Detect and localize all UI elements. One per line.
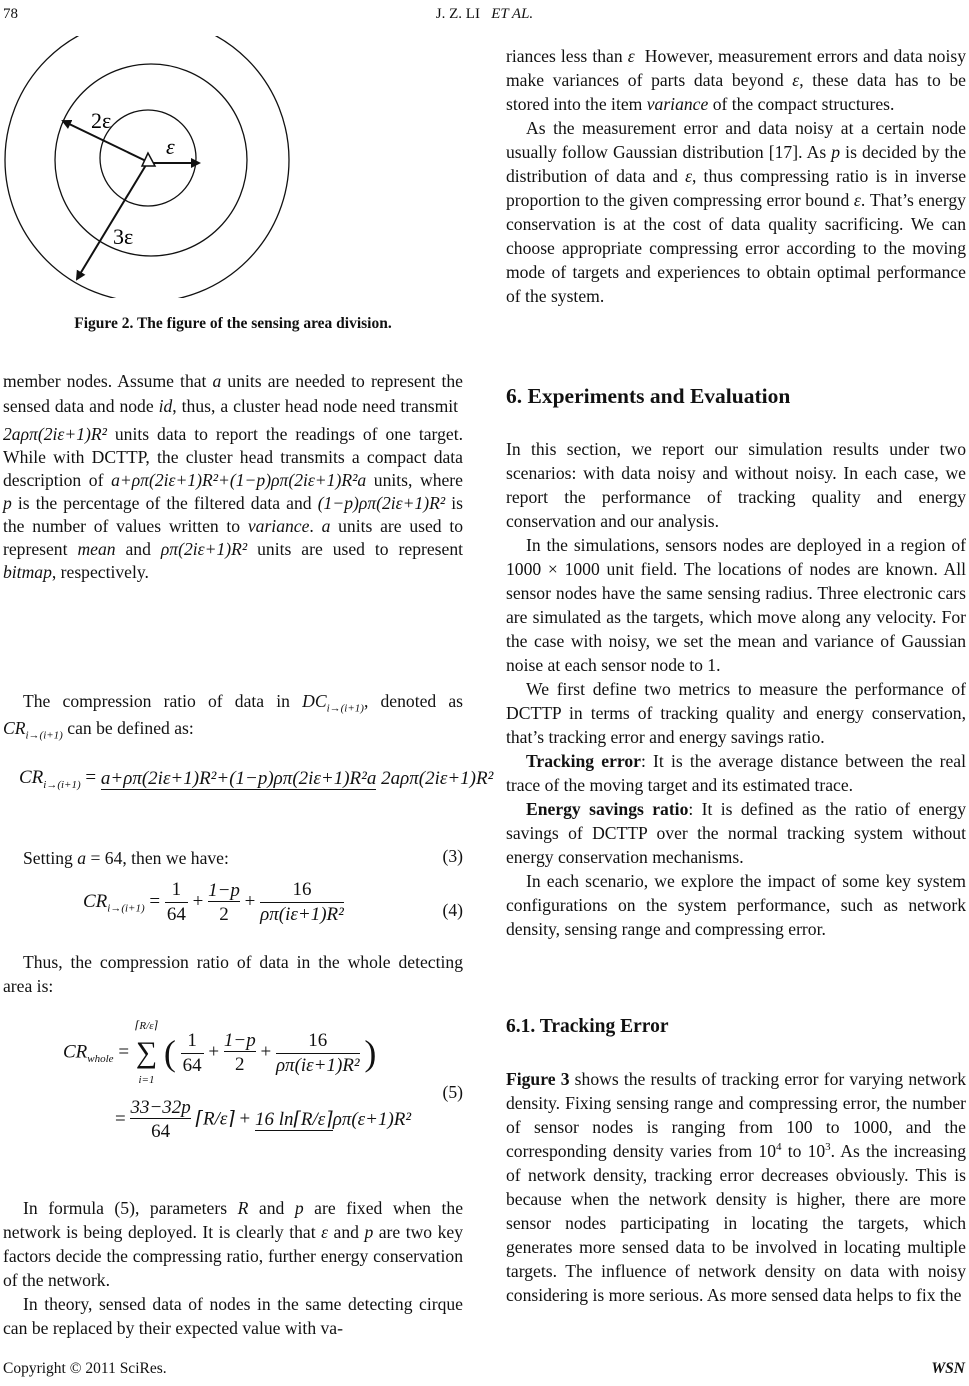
text: can be defined as: (62, 718, 194, 738)
inline-math: 2aρπ(2iε+1)R² (3, 424, 107, 444)
text: In each scenario, we explore the impact of some key system configurations on the system performance, such as network density, sensing range and compressing error. (506, 871, 966, 939)
text: is the percentage of the filtered data and (11, 493, 318, 513)
term-tracking-error: Tracking error (526, 751, 641, 771)
text: , denoted as (363, 691, 463, 711)
eq-lhs: CR (19, 767, 44, 788)
text: : It is defined as the ratio of energy savings of DCTTP over the normal tracking system without energy conservation mechanisms. (506, 799, 966, 867)
var-a: a (212, 371, 222, 391)
frac-num: 1 (181, 1029, 204, 1054)
text: , thus compressing ratio is in inverse proportion to the given compressing error bound (506, 166, 967, 210)
paragraph-right-3 (506, 437, 966, 941)
frac-num: 16 (276, 1029, 360, 1054)
text: We first define two metrics to measure the performance of DCTTP in terms of tracking quality and energy conservation, that’s tracking error and energy savings ratio. (506, 679, 966, 747)
eq-lhs-subscript: whole (87, 1053, 114, 1066)
equation-3: $CR_{i\to(i+1)} = a+\rho\pi(2i\varepsilon+1)R^2+(1-p)\rho\pi(2i\varepsilon+1)R^2a$ 2aρπ(2iε+1)R² (3) (19, 767, 494, 866)
frac-den: 2 (219, 903, 229, 925)
frac-den: ρπ(iε+1)R² (260, 904, 344, 925)
var-p: p (364, 1222, 374, 1242)
eq-denominator: 2aρπ(2iε+1)R² (381, 767, 494, 789)
term-energy-savings-ratio: Energy savings ratio (526, 799, 689, 819)
math-subscript: i→(i+1) (25, 729, 63, 742)
equation-number: (5) (442, 1082, 463, 1102)
frac-den: 2 (235, 1054, 245, 1075)
var-a: a (321, 516, 331, 536)
var-R: R (237, 1198, 249, 1218)
frac-num: 1−p (208, 879, 240, 901)
sum-lower: i=1 (138, 1074, 155, 1086)
var-epsilon: ε (627, 46, 635, 66)
text: riances less than (506, 46, 628, 66)
frac-num: 33−32p (130, 1097, 191, 1118)
label-2epsilon: 2ε (91, 108, 112, 133)
text: is the number of values written to (3, 493, 463, 536)
paragraph-left-5 (3, 1196, 463, 1340)
equation-5 (3, 1004, 463, 1184)
term-bitmap: bitmap (3, 562, 52, 582)
text: are two key factors decide the compressing ratio, further energy conservation of the network. (3, 1222, 464, 1290)
var-epsilon: ε (853, 190, 861, 210)
text: units data to report the readings of one target. While with DCTTP, the cluster head transmits a compact data description of (3, 424, 463, 490)
var-epsilon: ε (792, 70, 800, 90)
text: units are used to represent (3, 516, 464, 559)
text: , respectively. (51, 562, 149, 582)
paragraph-right-9 (506, 1067, 966, 1307)
text: member nodes. Assume that (3, 371, 213, 391)
running-head (0, 2, 969, 26)
paragraph-left-3 (3, 846, 463, 870)
sensing-area-diagram (3, 36, 293, 298)
frac-den: ρπ(ε+1)R² (332, 1109, 412, 1130)
paragraph-right-1 (506, 44, 966, 308)
var-epsilon: ε (685, 166, 693, 186)
eq-lhs-subscript: i→(i+1) (107, 902, 145, 915)
equation-4: $CR_{i\to(i+1)}$ = $\frac{1}{64}$ + $\frac{1-p}{2}$ + $\frac{16}{\text{ρπ(iε+1)R²}}$ (4) (83, 879, 463, 925)
inline-math: a+ρπ(2iε+1)R²+(1−p)ρπ(2iε+1)R²a (111, 470, 367, 490)
var-id: id (158, 396, 173, 417)
text: shows the results of tracking error for varying network density. Fixing sensing range and compressing error, the number of sensor nodes is ranging from 100 to 1000, and the corresponding density varies from 10 (506, 1069, 966, 1161)
text: = 64, then we have: (86, 848, 229, 868)
var-a: a (77, 848, 87, 868)
running-head-authors: J. Z. LI (435, 6, 480, 22)
figure-caption: Figure 2. The figure of the sensing area division. (74, 315, 392, 332)
frac-den: 64 (166, 904, 186, 925)
section-heading-6-1: 6.1. Tracking Error (506, 1016, 669, 1037)
eq-numerator: a+ρπ(2iε+1)R²+(1−p)ρπ(2iε+1)R²a (100, 767, 377, 789)
text: As the measurement error and data noisy at a certain node usually follow Gaussian distribution [17]. As (506, 118, 966, 162)
superscript: 4 (776, 1141, 782, 1154)
ceil-term: ⌈R/ε⌉ (195, 1108, 235, 1130)
text: Thus, the compression ratio of data in the whole detecting area is: (3, 952, 463, 996)
frac-den: ρπ(iε+1)R² (275, 1054, 360, 1076)
three-epsilon-arrow (77, 165, 146, 279)
equation-number: (4) (442, 900, 463, 920)
text: of the compact structures. (708, 94, 895, 114)
inline-math: (1−p)ρπ(2iε+1)R² (317, 493, 446, 513)
text: is decided by the distribution of data and (506, 142, 967, 186)
text: However, measurement errors and data noisy make variances of parts data beyond (506, 46, 966, 90)
text: : It is the average distance between the real trace of the moving target and its estimated trace. (506, 751, 966, 795)
text: . (309, 516, 322, 536)
sum-upper: ⌈R/ε⌉ (135, 1020, 158, 1032)
label-epsilon: ε (166, 134, 175, 159)
text: In theory, sensed data of nodes in the same detecting cirque can be replaced by their expected value with va- (3, 1294, 463, 1338)
text: units, where (366, 470, 463, 490)
frac-num: 1 (165, 878, 188, 903)
sigma-icon: ∑ (135, 1036, 158, 1069)
paragraph-left-4 (3, 950, 463, 998)
text: The compression ratio of data in (23, 691, 303, 711)
text: Setting (23, 848, 78, 868)
copyright: Copyright © 2011 SciRes. (3, 1360, 167, 1377)
frac-num: 1−p (223, 1030, 256, 1051)
eq-lhs: CR (63, 1041, 88, 1063)
var-p: p (294, 1198, 304, 1218)
page-number: 78 (3, 6, 18, 22)
text: In formula (5), parameters (23, 1198, 238, 1218)
eq-lhs: CR (83, 890, 108, 912)
eq5-line-1: $CR_{whole}$ = ⌈R/ε⌉ ∑ i=1 ( $\frac{1}{64}$ + $\frac{1-p}{2}$ + $\frac{16}{\text{ρπ(iε+1)R²}}$ ) (63, 1014, 376, 1092)
var-p: p (3, 493, 12, 513)
var-p: p (831, 142, 841, 162)
equation-number: (3) (442, 846, 463, 866)
text: and (248, 1198, 295, 1218)
figure-3-link[interactable]: Figure 3 (506, 1069, 570, 1089)
term-variance: variance (646, 94, 709, 114)
text: units are needed to represent the sensed data and node (3, 371, 463, 417)
var-epsilon: ε (321, 1222, 329, 1242)
term-variance: variance (247, 516, 310, 536)
superscript: 3 (825, 1141, 831, 1154)
text: are fixed when the network is being deployed. It is clearly that (3, 1198, 464, 1242)
text: . As the increasing of network density, tracking error decreases obviously. This is because when the network density is higher, there are more sensor nodes participating in locating the targets, which generates more sensed data to be involved in locating multiple targets. The influence of network density on data with noisy considering is more serious. As more sensed data helps to fix the (506, 1141, 966, 1305)
text: and (115, 539, 161, 559)
inline-math: ρπ(2iε+1)R² (160, 539, 248, 559)
running-head-etal: ET AL. (491, 6, 534, 22)
math-dc: DC (302, 691, 327, 711)
math-subscript: i→(i+1) (326, 702, 364, 715)
text: , thus, a cluster head node need transmit (172, 396, 463, 417)
frac-den: 64 (151, 1121, 171, 1142)
text: In this section, we report our simulation results under two scenarios: with data noisy and without noisy. In each case, we report the performance of tracking quality and energy conservation and our analysis. (506, 439, 966, 531)
frac-num: 16 (260, 878, 344, 903)
summation (134, 1014, 159, 1092)
paragraph-left-1 (3, 370, 463, 584)
text: to 10 (781, 1141, 826, 1161)
text: , these data has to be stored into the item (506, 70, 966, 114)
eq-lhs-subscript: i→(i+1) (43, 778, 81, 791)
text: and (328, 1222, 365, 1242)
paragraph-left-2 (3, 688, 463, 742)
term-mean: mean (77, 539, 116, 559)
frac-den: 64 (182, 1054, 202, 1076)
eq5-line-2: = $\frac{33-32p}{64}$ ⌈R/ε⌉ + 16 ln⌈R/ε⌉ρπ(ε+1)R² (115, 1097, 412, 1142)
text: units are used to represent (247, 539, 464, 559)
math-cr: CR (3, 718, 26, 738)
label-3epsilon: 3ε (113, 224, 134, 249)
frac-num: 16 ln⌈R/ε⌉ (254, 1109, 333, 1130)
text: In the simulations, sensors nodes are deployed in a region of 1000 × 1000 unit field. The locations of nodes are known. All sensor nodes have the same sensing radius. Three electronic cars are simulated as the targets, which move along any velocity. For the case with noisy, we set the mean and variance of Gaussian noise at each sensor node to 1. (506, 535, 966, 675)
journal-name: WSN (931, 1360, 965, 1377)
figure-2 (3, 36, 293, 298)
text: . That’s energy conservation is at the cost of data quality sacrificing. We can choose appropriate compressing error according to the moving mode of targets and experiences to obtain optimal performance of the system. (506, 190, 966, 306)
section-heading-6: 6. Experiments and Evaluation (506, 384, 791, 408)
